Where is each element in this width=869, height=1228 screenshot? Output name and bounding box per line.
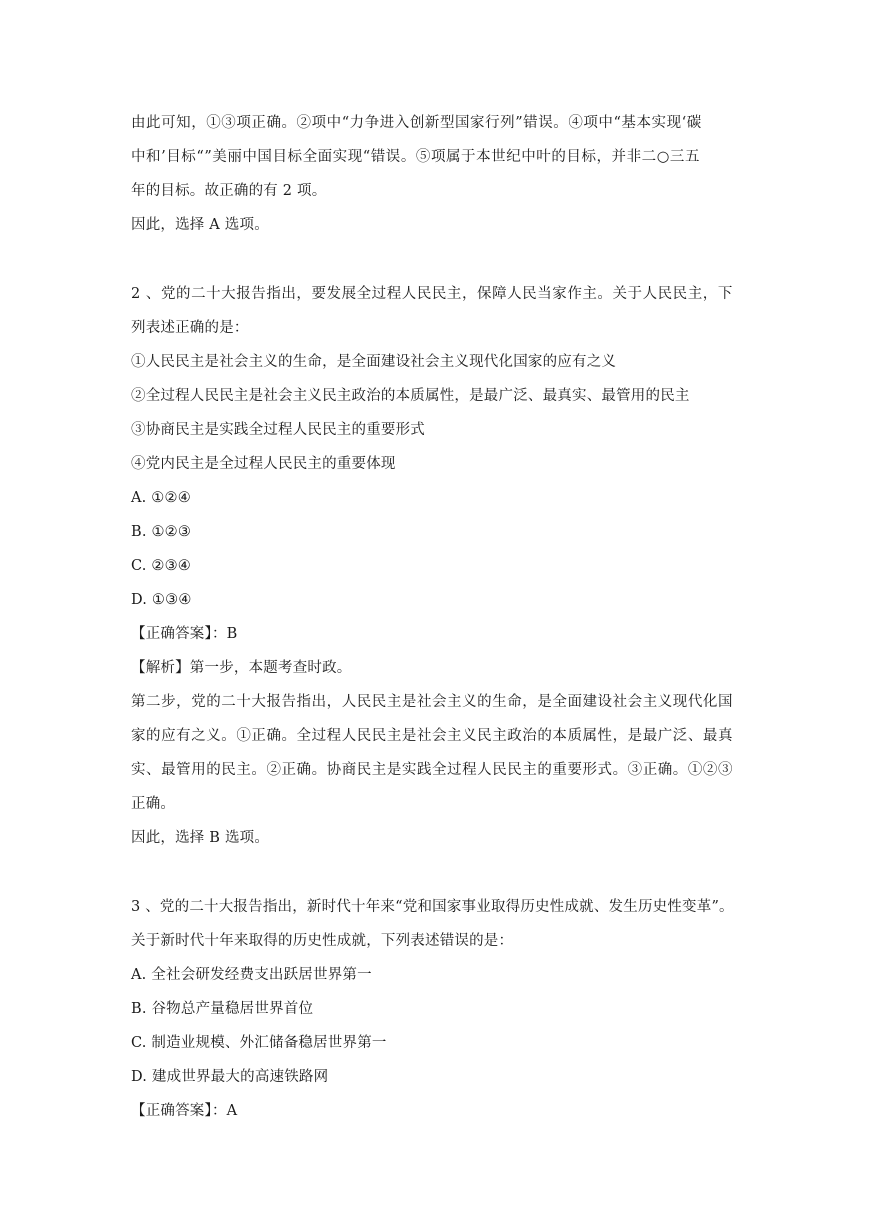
q2-conclusion: 因此，选择 B 选项。 bbox=[131, 830, 270, 846]
q1-conclusion: 因此，选择 A 选项。 bbox=[131, 217, 269, 233]
q2-option-b: B. ①②③ bbox=[131, 524, 192, 540]
q2-statement-2: ②全过程人民民主是社会主义民主政治的本质属性，是最广泛、最真实、最管用的民主 bbox=[131, 388, 690, 404]
q2-analysis-line-2: 第二步，党的二十大报告指出，人民民主是社会主义的生命，是全面建设社会主义现代化国 bbox=[131, 694, 733, 710]
q3-option-d: D. 建成世界最大的高速铁路网 bbox=[131, 1069, 329, 1085]
q1-analysis-line-1: 由此可知，①③项正确。②项中“力争进入创新型国家行列”错误。④项中“基本实现‘碳 bbox=[131, 115, 702, 131]
q2-analysis-line-3: 家的应有之义。①正确。全过程人民民主是社会主义民主政治的本质属性，是最广泛、最真 bbox=[131, 728, 733, 744]
q2-option-d: D. ①③④ bbox=[131, 592, 192, 608]
q2-option-a: A. ①②④ bbox=[131, 490, 191, 506]
q2-option-c: C. ②③④ bbox=[131, 558, 191, 574]
q1-analysis-line-3: 年的目标。故正确的有 2 项。 bbox=[131, 183, 327, 199]
q3-answer: 【正确答案】：A bbox=[131, 1103, 238, 1119]
q2-analysis-line-5: 正确。 bbox=[131, 796, 176, 812]
q2-stem-line-1: 2 、党的二十大报告指出，要发展全过程人民民主，保障人民当家作主。关于人民民主，下 bbox=[131, 286, 733, 302]
q3-stem-line-1: 3 、党的二十大报告指出，新时代十年来“党和国家事业取得历史性成就、发生历史性变革”。 bbox=[131, 899, 734, 915]
q1-analysis-line-2: 中和’目标“”美丽中国目标全面实现“错误。⑤项属于本世纪中叶的目标，并非二○三五 bbox=[131, 149, 700, 165]
q3-option-b: B. 谷物总产量稳居世界首位 bbox=[131, 1001, 314, 1017]
q2-analysis-line-4: 实、最管用的民主。②正确。协商民主是实践全过程人民民主的重要形式。③正确。①②③ bbox=[131, 762, 733, 778]
q2-analysis-line-1: 【解析】第一步，本题考查时政。 bbox=[131, 660, 352, 676]
q2-statement-1: ①人民民主是社会主义的生命，是全面建设社会主义现代化国家的应有之义 bbox=[131, 354, 617, 370]
q3-option-c: C. 制造业规模、外汇储备稳居世界第一 bbox=[131, 1035, 387, 1051]
q3-stem-line-2: 关于新时代十年来取得的历史性成就，下列表述错误的是： bbox=[131, 933, 514, 949]
q3-option-a: A. 全社会研发经费支出跃居世界第一 bbox=[131, 967, 372, 983]
q2-stem-line-2: 列表述正确的是： bbox=[131, 320, 249, 336]
q2-statement-3: ③协商民主是实践全过程人民民主的重要形式 bbox=[131, 422, 425, 438]
q2-statement-4: ④党内民主是全过程人民民主的重要体现 bbox=[131, 456, 396, 472]
q2-answer: 【正确答案】：B bbox=[131, 626, 238, 642]
